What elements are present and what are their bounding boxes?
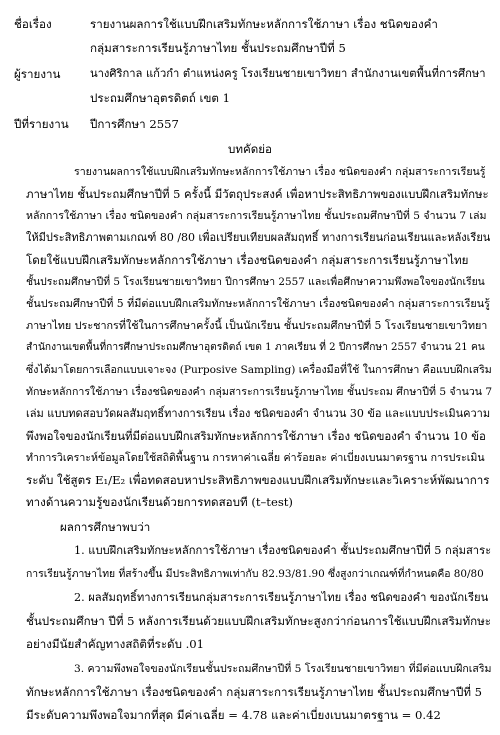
results-line-5: อย่างมีนัยสำคัญทางสถิติที่ระดับ .01	[26, 637, 205, 651]
abstract-line-12: เล่ม แบบทดสอบวัดผลสัมฤทธิ์ทางการเรียน เรื่อง ชนิดของคำ จำนวน 30 ข้อ และแบบประเมินความ	[26, 407, 491, 420]
abstract-line-13: พึงพอใจของนักเรียนที่มีต่อแบบฝึกเสริมทักษะหลักการใช้ภาษา เรื่อง ชนิดของคำ จำนวน 10 ข้อ	[26, 429, 486, 443]
results-line-8: มีระดับความพึงพอใจมากที่สุด มีค่าเฉลี่ย = 4.78 และค่าเบี่ยงเบนมาตรฐาน = 0.42	[26, 708, 441, 722]
abstract-line-15: ระดับ ใช้สูตร E₁/E₂ เพื่อทดสอบหาประสิทธิภาพของแบบฝึกเสริมทักษะและวิเคราะห์พัฒนาการ	[26, 473, 490, 487]
abstract-line-4: ให้มีประสิทธิภาพตามเกณฑ์ 80 /80 เพื่อเปรียบเทียบผลสัมฤทธิ์ ทางการเรียนก่อนเรียนและหลังเรียน	[26, 231, 491, 244]
abstract-line-9: สำนักงานเขตพื้นที่การศึกษาประถมศึกษาอุตรดิตถ์ เขต 1 ภาคเรียน ที่ 2 ปีการศึกษา 2557 จำนวน 21 คน	[26, 342, 485, 353]
results-line-3: 2. ผลสัมฤทธิ์ทางการเรียนกลุ่มสาระการเรียนรู้ภาษาไทย เรื่อง ชนิดของคำ ของนักเรียน	[74, 591, 489, 604]
abstract-line-8: ภาษาไทย ประชากรที่ใช้ในการศึกษาครั้งนี้ เป็นนักเรียน ชั้นประถมศึกษาปีที่ 5 โรงเรียนชายเขาวิทยา	[26, 319, 488, 332]
year-label: ปีที่รายงาน	[14, 117, 69, 131]
results-heading: ผลการศึกษาพบว่า	[60, 520, 151, 534]
abstract-title: บทคัดย่อ	[227, 142, 273, 156]
abstract-line-11: ทักษะหลักการใช้ภาษา เรื่องชนิดของคำ กลุ่มสาระการเรียนรู้ภาษาไทย ชั้นประถม ศึกษาปีที่ 5 จำนวน 7	[26, 386, 493, 398]
abstract-line-6: ชั้นประถมศึกษาปีที่ 5 โรงเรียนชายเขาวิทยา ปีการศึกษา 2557 และเพื่อศึกษาความพึงพอใจของนักเรียน	[26, 276, 485, 288]
results-line-7: ทักษะหลักการใช้ภาษา เรื่องชนิดของคำ กลุ่มสาระการเรียนรู้ภาษาไทย ชั้นประถมศึกษาปีที่ 5	[26, 685, 483, 699]
reporter-line-1: นางศิริกาล แก้วกำ ตำแหน่งครู โรงเรียนชายเขาวิทยา สำนักงานเขตพื้นที่การศึกษา	[90, 67, 486, 80]
abstract-line-16: ทางด้านความรู้ของนักเรียนด้วยการทดสอบที (t–test)	[26, 495, 293, 509]
results-line-2: การเรียนรู้ภาษาไทย ที่สร้างขึ้น มีประสิทธิภาพเท่ากับ 82.93/81.90 ซึ่งสูงกว่าเกณฑ์ที่กำหนดคือ 80/80	[26, 568, 484, 580]
topic-label: ชื่อเรื่อง	[14, 17, 52, 31]
abstract-line-7: ชั้นประถมศึกษาปีที่ 5 ที่มีต่อแบบฝึกเสริมทักษะหลักการใช้ภาษา เรื่องชนิดของคำ กลุ่มสาระการเรียนรู้	[26, 297, 490, 310]
abstract-line-10: ซึ่งได้มาโดยการเลือกแบบเจาะจง (Purposive Sampling) เครื่องมือที่ใช้ ในการศึกษา คือแบบฝึกเสริม	[26, 364, 492, 376]
results-line-1: 1. แบบฝึกเสริมทักษะหลักการใช้ภาษา เรื่องชนิดของคำ ชั้นประถมศึกษาปีที่ 5 กลุ่มสาระ	[74, 544, 492, 557]
topic-line-1: รายงานผลการใช้แบบฝึกเสริมทักษะหลักการใช้ภาษา เรื่อง ชนิดของคำ	[90, 17, 438, 31]
results-line-6: 3. ความพึงพอใจของนักเรียนชั้นประถมศึกษาปีที่ 5 โรงเรียนชายเขาวิทยา ที่มีต่อแบบฝึกเสริม	[74, 663, 492, 675]
abstract-line-2: ภาษาไทย ชั้นประถมศึกษาปีที่ 5 ครั้งนี้ มีวัตถุประสงค์ เพื่อหาประสิทธิภาพของแบบฝึกเสริมทักษะ	[26, 187, 489, 201]
reporter-line-2: ประถมศึกษาอุตรดิตถ์ เขต 1	[90, 91, 230, 105]
abstract-line-5: โดยใช้แบบฝึกเสริมทักษะหลักการใช้ภาษา เรื่องชนิดของคำ กลุ่มสาระการเรียนรู้ภาษาไทย	[26, 253, 469, 267]
abstract-line-1: รายงานผลการใช้แบบฝึกเสริมทักษะหลักการใช้ภาษา เรื่อง ชนิดของคำ กลุ่มสาระการเรียนรู้	[74, 166, 486, 178]
topic-line-2: กลุ่มสาระการเรียนรู้ภาษาไทย ชั้นประถมศึกษาปีที่ 5	[90, 41, 346, 55]
year-value: ปีการศึกษา 2557	[90, 117, 179, 131]
abstract-line-14: ทำการวิเคราะห์ข้อมูลโดยใช้สถิติพื้นฐาน การหาค่าเฉลี่ย ค่าร้อยละ ค่าเบี่ยงเบนมาตรฐาน การประเมิน	[26, 452, 485, 464]
reporter-label: ผู้รายงาน	[14, 67, 61, 81]
abstract-line-3: หลักการใช้ภาษา เรื่อง ชนิดของคำ กลุ่มสาระการเรียนรู้ภาษาไทย ชั้นประถมศึกษาปีที่ 5 จำนวน 7 เล่ม	[26, 210, 487, 222]
results-line-4: ชั้นประถมศึกษา ปีที่ 5 หลังการเรียนด้วยแบบฝึกเสริมทักษะสูงกว่าก่อนการใช้แบบฝึกเสริมทักษะ	[26, 614, 492, 628]
